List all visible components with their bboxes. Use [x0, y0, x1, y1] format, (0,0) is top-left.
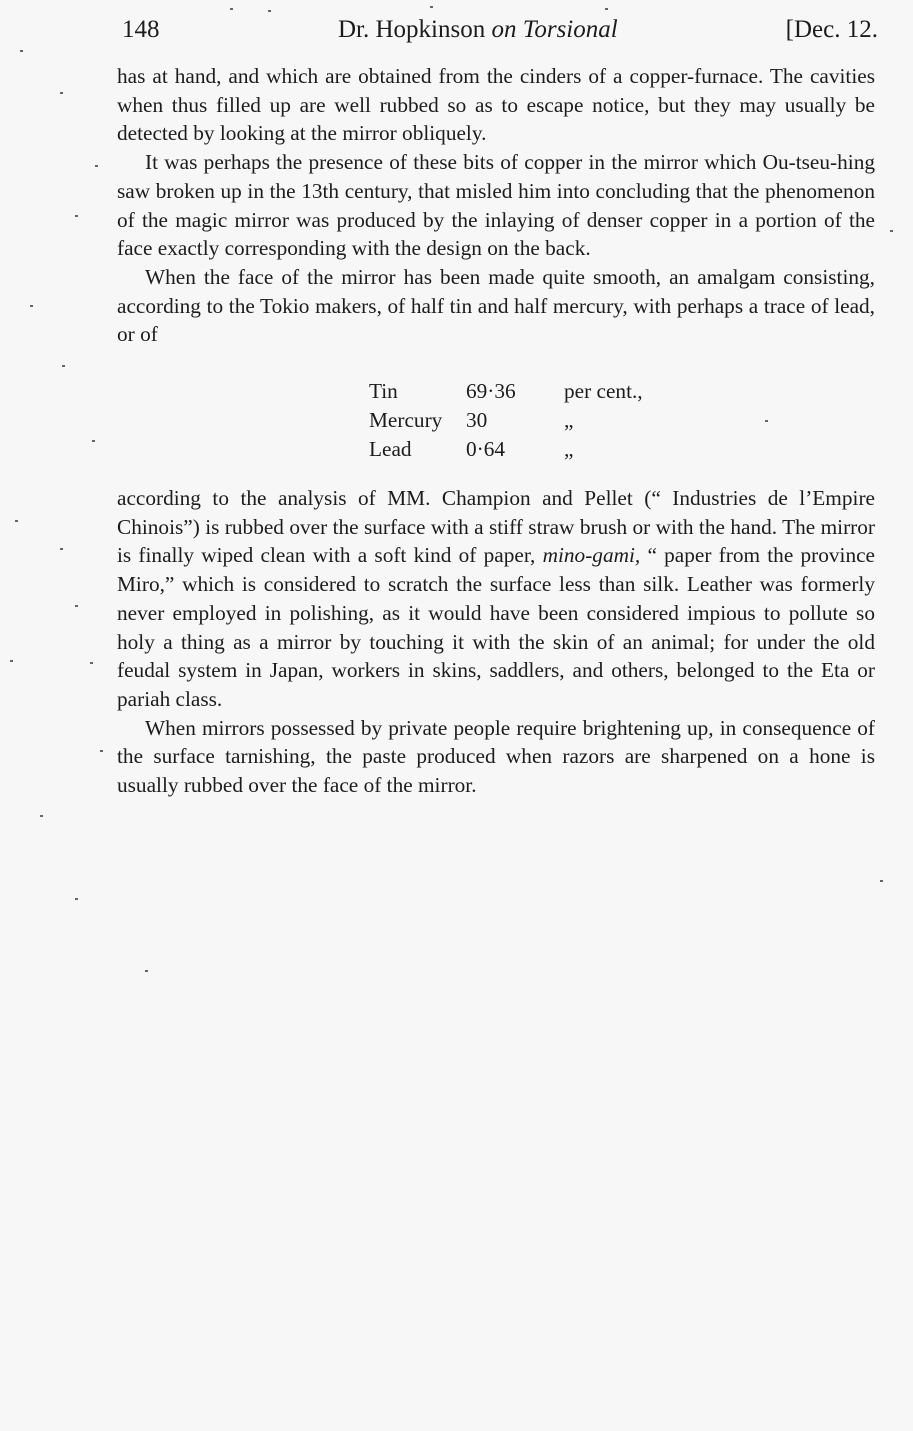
paragraph-4-italic-term: mino-gami,	[542, 543, 641, 568]
element-unit: per cent.,	[564, 379, 643, 404]
running-title	[338, 16, 618, 44]
element-unit: „	[564, 437, 574, 462]
paragraph-3: When the face of the mirror has been made quite smooth, an amalgam consisting, according to the Tokio makers, of half tin and half mercury, with perhaps a trace of lead, or of	[117, 264, 875, 347]
running-date: [Dec. 12.	[785, 16, 878, 43]
element-name: Lead	[369, 437, 412, 462]
running-title-author: Dr. Hopkinson	[338, 16, 486, 43]
paragraph-4-start: according to the analysis of MM. Champion and Pellet (“ Industries de l’Empire Chinois”) is rubbed over the surface with a stiff straw brush or with the hand. The mirror is finally wiped clean with a soft kind of paper,	[117, 486, 875, 568]
table-row	[369, 435, 875, 464]
paragraph-1: has at hand, and which are obtained from the cinders of a copper-furnace. The cavities when thus filled up are well rubbed so as to escape notice, but they may usually be detected by looking at the mirror obliquely.	[117, 64, 875, 146]
page-number: 148	[122, 16, 160, 43]
paragraph-4-end: “ paper from the province Miro,” which is considered to scratch the surface less than silk. Leather was formerly never employed in polishing, as it would have been considered impious to pollute so holy a thing as a mirror by touching it with the skin of an animal; for under the old feudal system in Japan, workers in skins, saddlers, and others, belonged to the Eta or pariah class.	[117, 543, 875, 711]
body-text	[117, 62, 875, 800]
table-row	[369, 377, 875, 406]
element-value: 0·64	[466, 437, 506, 462]
element-name: Tin	[369, 379, 398, 404]
table-row	[369, 406, 875, 435]
paragraph-2: It was perhaps the presence of these bits of copper in the mirror which Ou-tseu-hing saw broken up in the 13th century, that misled him into concluding that the phenomenon of the magic mirror was produced by the inlaying of denser copper in a portion of the face exactly corresponding with the design on the back.	[117, 150, 875, 261]
element-unit: „	[564, 408, 574, 433]
element-name: Mercury	[369, 408, 443, 433]
paragraph-5: When mirrors possessed by private people require brightening up, in consequence of the surface tarnishing, the paste produced when razors are sharpened on a hone is usually rubbed over the face of the mirror.	[117, 715, 875, 798]
running-title-italic: on Torsional	[491, 16, 618, 43]
running-header	[118, 12, 878, 52]
element-value: 30	[466, 408, 488, 433]
element-value: 69·36	[466, 379, 516, 404]
paragraph-4	[117, 484, 875, 714]
composition-table	[369, 377, 875, 464]
